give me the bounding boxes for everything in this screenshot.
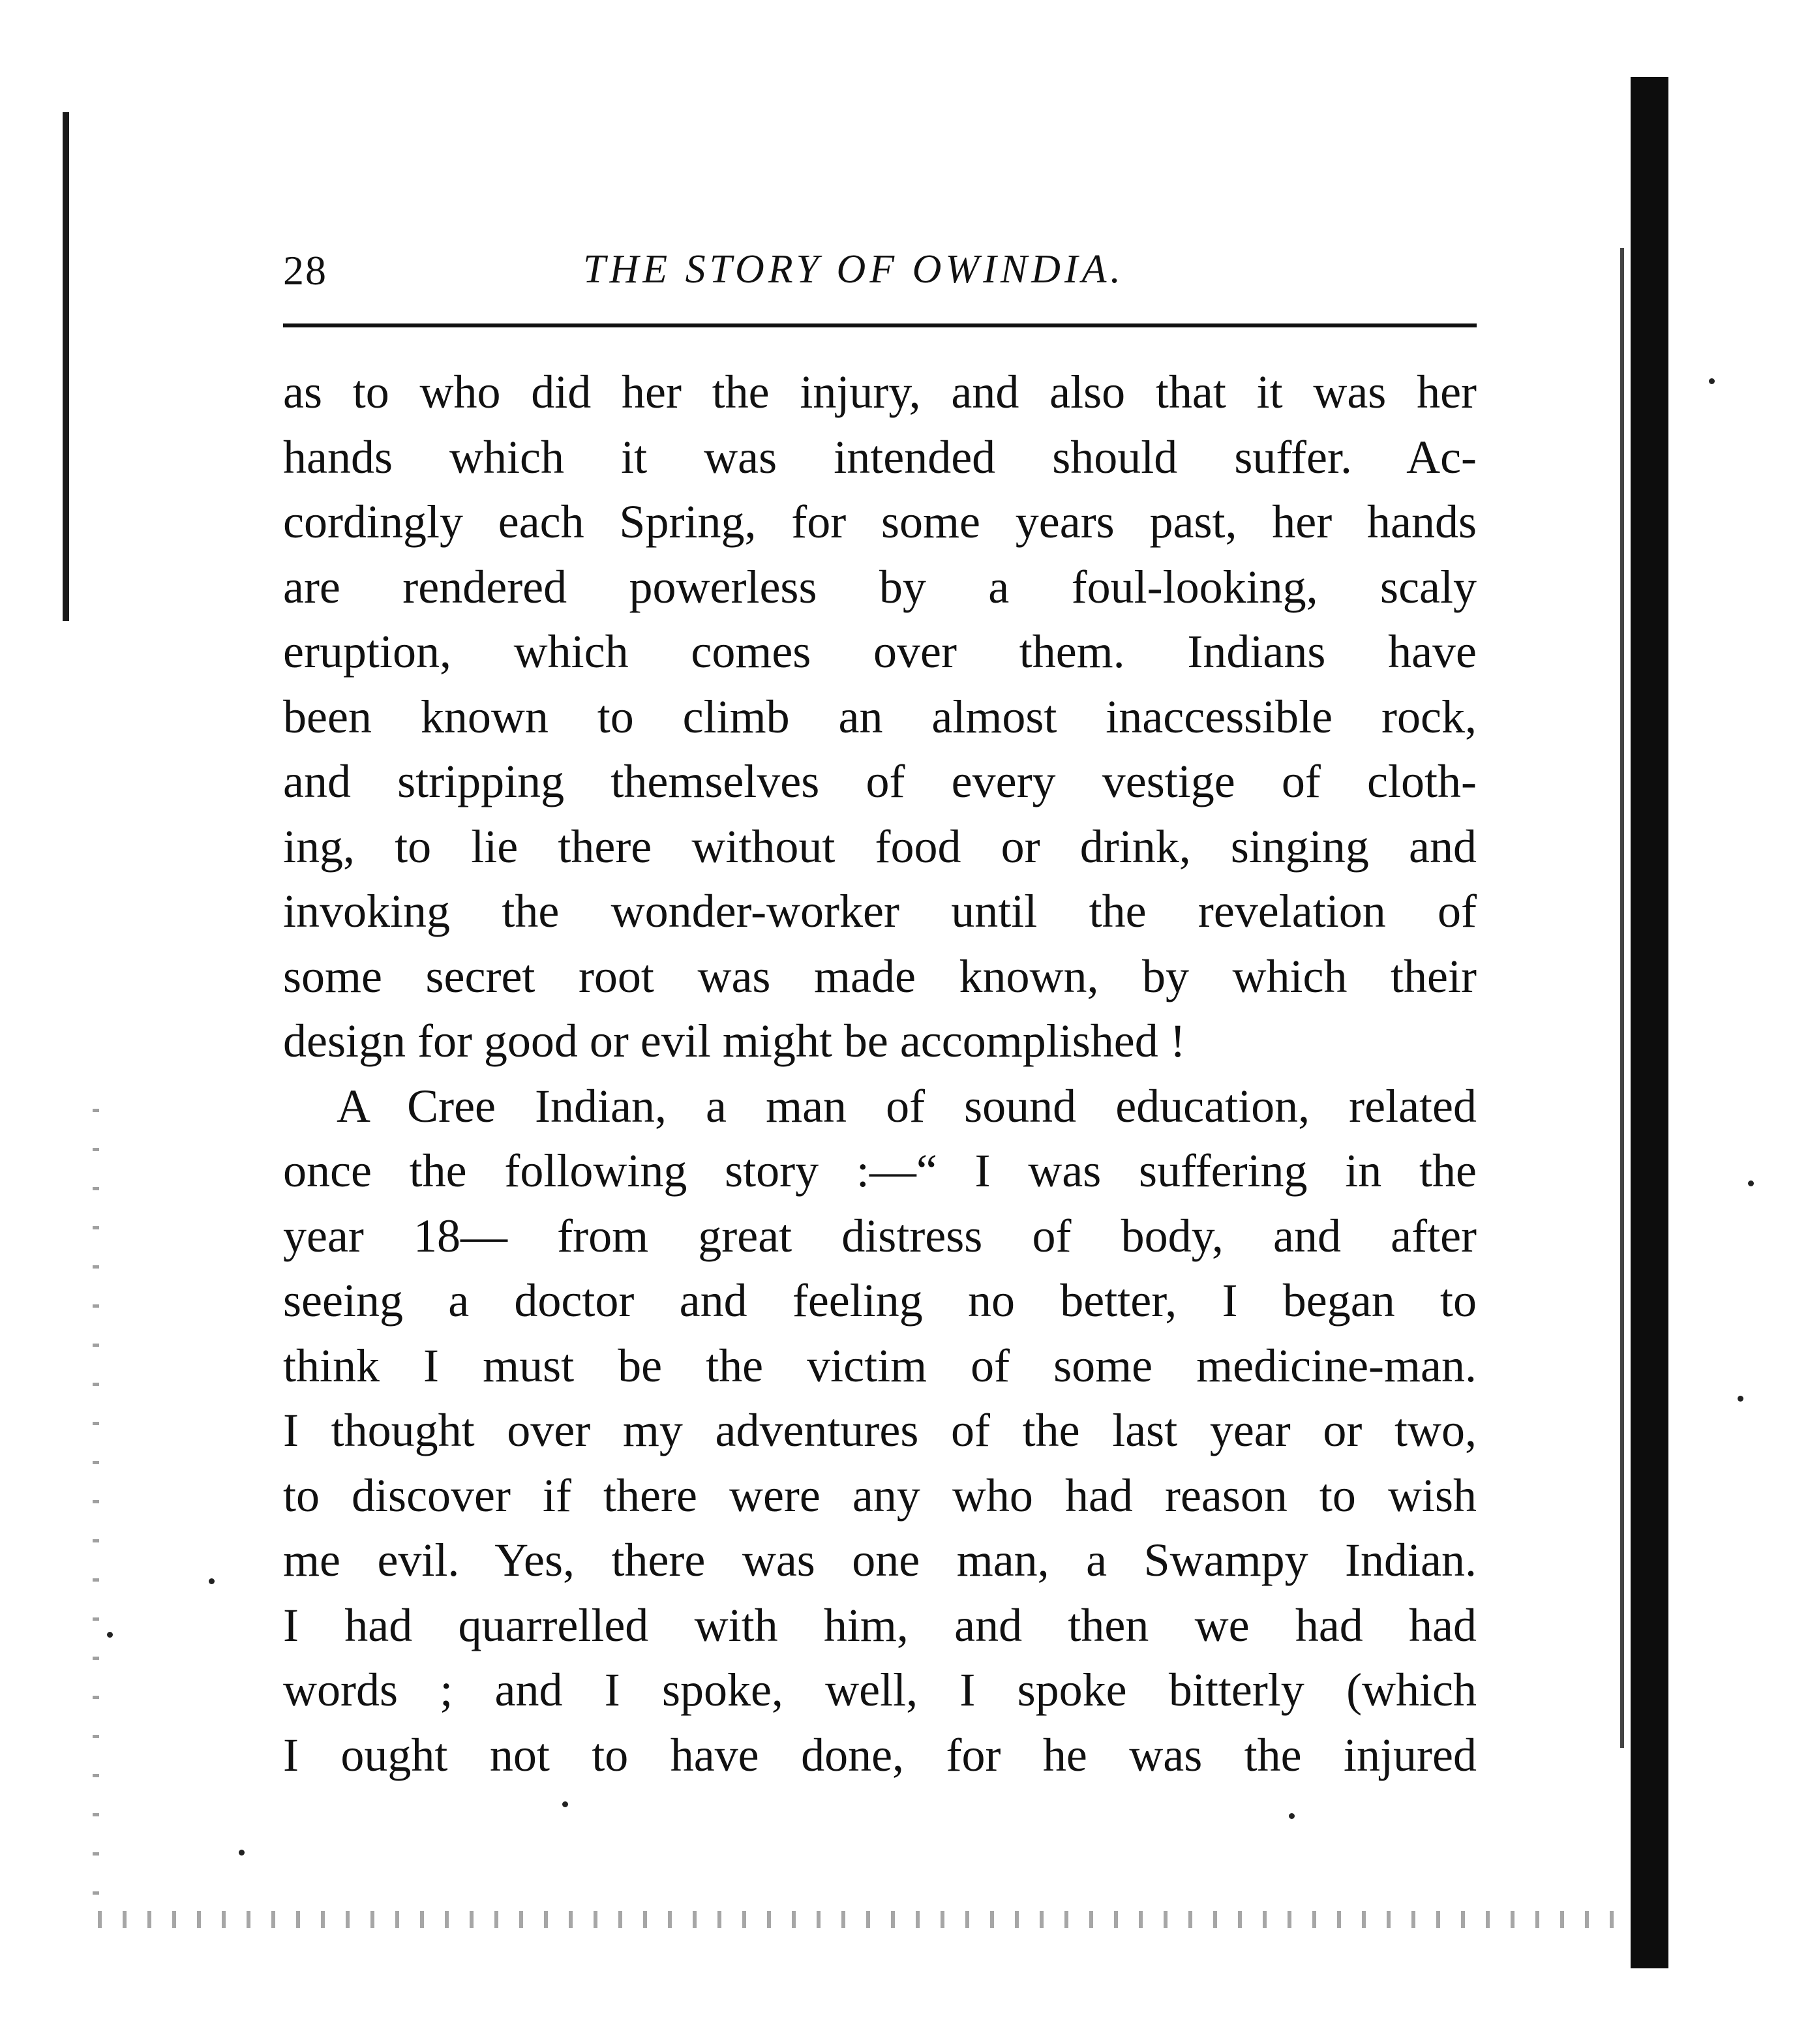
header-rule [283,323,1477,327]
scan-left-rule [63,112,69,621]
text-line: A Cree Indian, a man of sound education, related [337,1079,1477,1132]
scan-speck [107,1632,113,1638]
text-line: I ought not to have done, for he was the injured [283,1728,1477,1781]
text-line: design for good or evil might be accomplished ! [283,1015,1186,1067]
text-line: me evil. Yes, there was one man, a Swampy Indian. [283,1534,1477,1586]
text-line: are rendered powerless by a foul-looking, scaly [283,560,1477,613]
text-line: eruption, which comes over them. Indians have [283,625,1477,678]
text-line: ing, to lie there without food or drink, singing and [283,820,1477,873]
text-line: to discover if there were any who had reason to wish [283,1469,1477,1522]
scan-speck [209,1578,215,1584]
text-line: year 18— from great distress of body, and after [283,1209,1477,1262]
scan-bottom-specks [98,1911,1631,1928]
running-title: THE STORY OF OWINDIA. [583,247,1124,292]
scan-speck [1289,1813,1295,1819]
scan-binding-shadow [1631,77,1668,1968]
scan-speck [239,1850,245,1856]
scan-binding-edge [1620,248,1624,1748]
text-line: think I must be the victim of some medicine-man. [283,1339,1477,1392]
text-line: I thought over my adventures of the last year or two, [283,1404,1477,1456]
text-line: hands which it was intended should suffer. Ac- [283,430,1477,483]
paragraph [283,360,1477,1074]
text-line: as to who did her the injury, and also that it was her [283,366,1477,418]
scan-left-specks [93,1109,99,1917]
text-line: I had quarrelled with him, and then we had had [283,1599,1477,1651]
scan-speck [1738,1396,1743,1402]
text-line: seeing a doctor and feeling no better, I began to [283,1274,1477,1327]
scan-speck [562,1801,568,1807]
page-number: 28 [283,247,327,293]
text-line: been known to climb an almost inaccessible rock, [283,690,1477,743]
scan-speck [1748,1180,1754,1186]
text-line: once the following story :—“ I was suffering in the [283,1145,1477,1197]
paragraph [283,1074,1477,1788]
scan-speck [1709,378,1715,384]
text-line: invoking the wonder-worker until the revelation of [283,885,1477,937]
text-line: words ; and I spoke, well, I spoke bitterly (which [283,1664,1477,1716]
running-head [283,240,1477,303]
body-text [283,360,1477,1788]
text-line: some secret root was made known, by which their [283,950,1477,1002]
text-line: and stripping themselves of every vestige of cloth- [283,755,1477,807]
text-line: cordingly each Spring, for some years past, her hands [283,496,1477,548]
